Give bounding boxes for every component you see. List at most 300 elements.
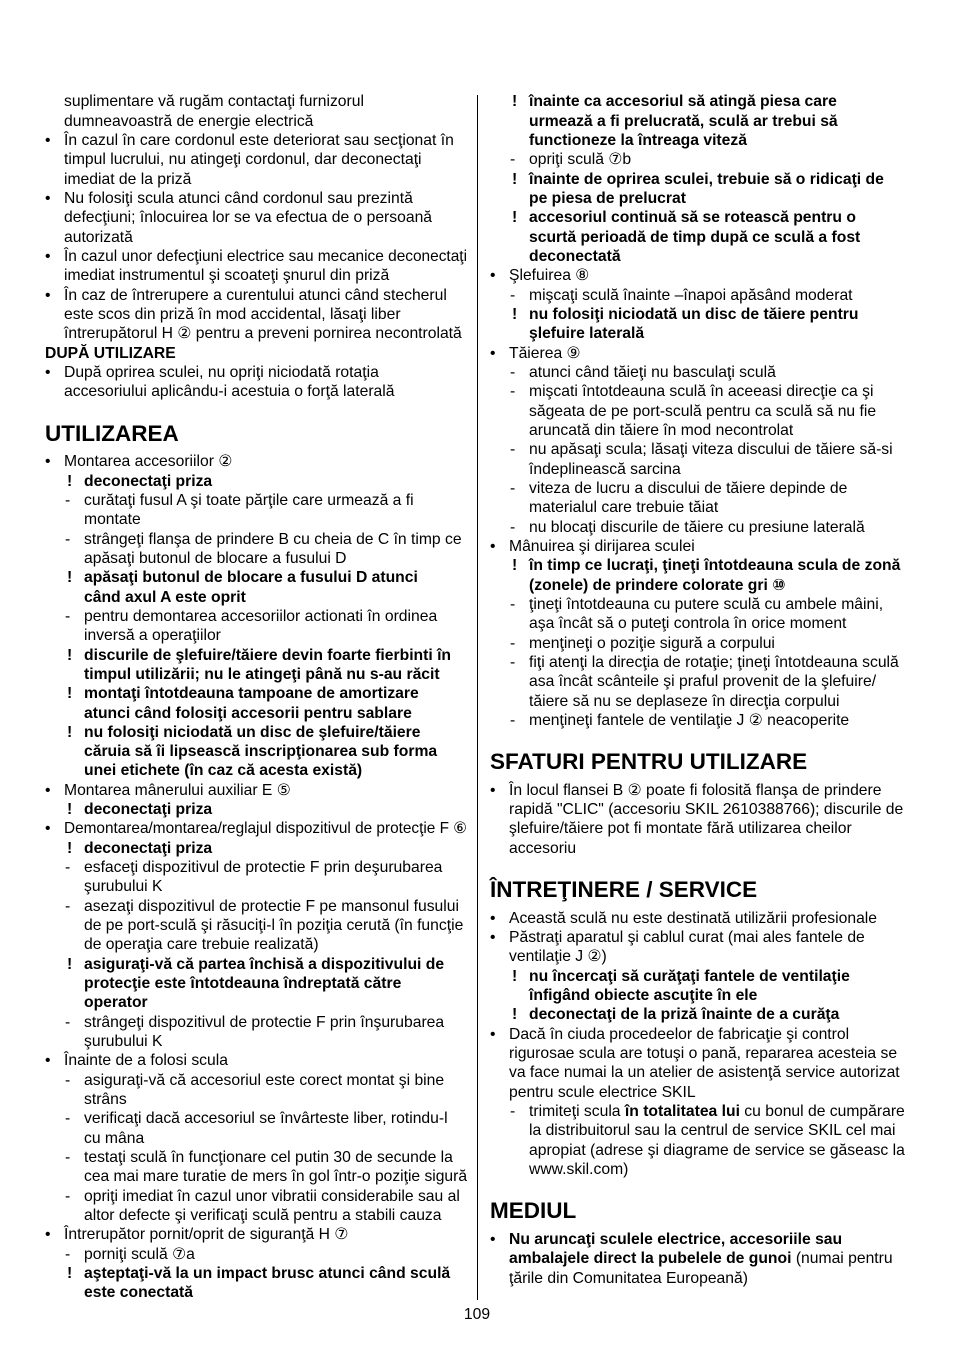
text-line <box>84 877 467 896</box>
warning-marker: ! <box>67 801 73 819</box>
dash-marker: - <box>510 151 516 169</box>
bullet-marker: • <box>45 820 51 838</box>
text-line <box>84 1090 467 1109</box>
dash-marker: - <box>510 286 516 304</box>
bullet-item <box>490 1025 914 1102</box>
line-text: www.skil.com) <box>529 1161 629 1179</box>
text-line <box>64 305 467 324</box>
dash-item <box>490 518 914 537</box>
text-line <box>84 993 467 1012</box>
text-line <box>529 1141 914 1160</box>
line-text: aruncată din tăiere în mod necontrolat <box>529 421 794 439</box>
text-line <box>84 858 467 877</box>
text-line <box>84 935 467 954</box>
line-text: şlefuire laterală <box>529 325 645 343</box>
dash-item <box>490 479 914 518</box>
text-line <box>529 92 914 111</box>
line-text: ţineţi întotdeauna cu putere sculă cu ambele mâini, <box>529 595 884 613</box>
line-text: tăiere să nu se deplaseze în direcţia corpului <box>529 692 840 710</box>
text-line <box>45 344 467 363</box>
line-text: va face numai la un atelier de asistenţă service autorizat <box>509 1064 900 1082</box>
text-line <box>64 781 467 800</box>
line-text: Şlefuirea ⑧ <box>509 267 590 285</box>
text-line <box>84 916 467 935</box>
warning-marker: ! <box>67 685 73 703</box>
warning-marker: ! <box>67 1265 73 1283</box>
left-column <box>45 92 467 1302</box>
bullet-marker: • <box>45 1052 51 1070</box>
text-line <box>529 498 914 517</box>
text-line <box>529 402 914 421</box>
warning-marker: ! <box>512 557 518 575</box>
dash-marker: - <box>65 1110 71 1128</box>
bullet-marker: • <box>490 929 496 947</box>
text-line <box>64 112 467 131</box>
line-text: porniţi sculă ⑦a <box>84 1245 195 1263</box>
line-text: În cazul în care cordonul este deteriorat sau secţionat în <box>64 131 454 149</box>
text-line <box>529 324 914 343</box>
dash-marker: - <box>510 441 516 459</box>
warning-item <box>45 684 467 723</box>
text-line <box>529 692 914 711</box>
text-line <box>509 947 914 966</box>
text-line <box>84 800 467 819</box>
bullet-item <box>45 1225 467 1244</box>
bullet-item <box>45 819 467 838</box>
line-text: strâns <box>84 1091 127 1109</box>
dash-item <box>45 1187 467 1226</box>
section-heading: MEDIUL <box>490 1198 577 1224</box>
dash-item <box>45 897 467 955</box>
line-text: şurubului K <box>84 1033 163 1051</box>
line-text: căruia să îi lipsească inscripţionarea sub forma <box>84 743 438 761</box>
warning-item <box>45 472 467 491</box>
line-text: operator <box>84 994 148 1012</box>
text-line <box>84 1264 467 1283</box>
text-line <box>529 382 914 401</box>
text-line <box>529 986 914 1005</box>
dash-marker: - <box>65 1149 71 1167</box>
line-text: curătaţi fusul A şi toate părţile care urmează a fi <box>84 491 414 509</box>
line-text: la distribuitorul sau la centrul de service SKIL cel mai <box>529 1122 896 1140</box>
text-line <box>529 518 914 537</box>
warning-item <box>45 1264 467 1303</box>
warning-marker: ! <box>67 569 73 587</box>
bullet-item <box>490 909 914 928</box>
text-line <box>84 549 467 568</box>
dash-marker: - <box>510 479 516 497</box>
line-text: ţările din Comunitatea Europeană) <box>509 1269 748 1287</box>
line-text: când axul A este oprit <box>84 588 246 606</box>
dash-item <box>490 653 914 711</box>
text-line <box>84 1129 467 1148</box>
line-text: nu folosiţi niciodată un disc de tăiere pentru <box>529 305 859 323</box>
text-line <box>509 909 914 928</box>
text-line <box>529 1005 914 1024</box>
text-line <box>509 1063 914 1082</box>
line-text <box>509 1249 893 1268</box>
line-text: şurubului K <box>84 878 163 896</box>
dash-marker: - <box>510 711 516 729</box>
text-line <box>84 723 467 742</box>
bullet-marker: • <box>490 344 496 362</box>
column-divider <box>477 95 478 1300</box>
text-line <box>84 955 467 974</box>
bullet-marker: • <box>490 1025 496 1043</box>
line-text: esfaceţi dispozitivul de protectie F prin deşurubarea <box>84 859 443 877</box>
text-line <box>84 1109 467 1128</box>
section-heading: SFATURI PENTRU UTILIZARE <box>490 749 808 775</box>
bullet-marker: • <box>45 453 51 471</box>
bullet-item <box>45 452 467 471</box>
dash-item <box>490 595 914 634</box>
line-text: Păstraţi aparatul şi cablul curat (mai ales fantele de <box>509 929 865 947</box>
text-line <box>509 839 914 858</box>
line-text: accesoriul continuă să se rotească pentru o <box>529 209 856 227</box>
bold-text: Nu aruncaţi sculele electrice, accesoriile sau <box>509 1231 843 1249</box>
line-text: aşa încât să o puteţi controla în orice moment <box>529 615 847 633</box>
line-text: timpul utilizării; nu le atingeţi până nu s-au răcit <box>84 665 440 683</box>
text-line <box>84 1206 467 1225</box>
text-line <box>509 1249 914 1268</box>
bullet-marker: • <box>490 909 496 927</box>
warning-item <box>45 839 467 858</box>
dash-item <box>45 491 467 530</box>
line-text: săgeata de pe port-sculă pentru ca sculă să nu fie <box>529 402 877 420</box>
bullet-marker: • <box>45 286 51 304</box>
text-line <box>509 1083 914 1102</box>
dash-marker: - <box>510 634 516 652</box>
line-text: Această sculă nu este destinată utilizării profesionale <box>509 909 877 927</box>
section-heading: ÎNTREŢINERE / SERVICE <box>490 877 758 903</box>
text-line <box>509 1230 914 1249</box>
line-text: În cazul unor defecţiuni electrice sau mecanice deconectaţi <box>64 247 468 265</box>
text-line <box>529 479 914 498</box>
line-text: înainte de oprirea sculei, trebuie să o ridicaţi de <box>529 170 884 188</box>
warning-marker: ! <box>67 955 73 973</box>
right-column <box>490 92 914 1288</box>
text-line <box>84 607 467 626</box>
dash-item <box>490 1102 914 1179</box>
line-text: rigurosae scula are totuşi o pană, repararea acesteia se <box>509 1045 898 1063</box>
text-line <box>529 1160 914 1179</box>
dash-marker: - <box>65 491 71 509</box>
text-line <box>529 150 914 169</box>
continuation-text <box>45 92 467 131</box>
bullet-item <box>45 189 467 247</box>
text-line <box>509 1044 914 1063</box>
page-number: 109 <box>463 1306 491 1323</box>
line-text: nu blocaţi discurile de tăiere cu presiune laterală <box>529 518 865 536</box>
text-line <box>84 646 467 665</box>
bullet-item <box>45 247 467 286</box>
dash-marker: - <box>510 595 516 613</box>
bullet-item <box>45 1051 467 1070</box>
bullet-marker: • <box>490 781 496 799</box>
line-text: verificaţi dacă accesoriul se învârteste liber, rotindu-l <box>84 1110 448 1128</box>
warning-marker: ! <box>512 93 518 111</box>
dash-item <box>490 363 914 382</box>
line-text: mişcati întotdeauna sculă în aceeasi direcţie ca şi <box>529 383 874 401</box>
warning-marker: ! <box>512 1006 518 1024</box>
text-run: (numai pentru <box>791 1250 893 1268</box>
text-line <box>84 530 467 549</box>
line-text: În caz de întrerupere a curentului atunci când stecherul <box>64 286 447 304</box>
bullet-item <box>45 286 467 344</box>
warning-item <box>490 170 914 209</box>
line-text: asezaţi dispozitivul de protectie F pe mansonul fusului <box>84 897 459 915</box>
text-line <box>64 170 467 189</box>
text-line <box>529 653 914 672</box>
dash-item <box>45 1071 467 1110</box>
text-line <box>529 247 914 266</box>
line-text: mişcaţi sculă înainte –înapoi apăsând moderat <box>529 286 853 304</box>
text-line <box>84 510 467 529</box>
warning-item <box>490 208 914 266</box>
line-text: Demontarea/montarea/reglajul dispozitivul de protecţie F ⑥ <box>64 820 468 838</box>
text-line <box>64 382 467 401</box>
warning-item <box>45 646 467 685</box>
bullet-item <box>490 537 914 556</box>
bullet-item <box>490 266 914 285</box>
dash-item <box>45 1148 467 1187</box>
line-text: nu încercaţi să curăţaţi fantele de ventilaţie <box>529 967 850 985</box>
line-text: montaţi întotdeauna tampoane de amortizare <box>84 685 419 703</box>
line-text: apăsaţi butonul de blocare a fusului D <box>84 549 347 567</box>
line-text: Tăierea ⑨ <box>509 344 581 362</box>
bold-text: ambalajele direct la pubelele de gunoi <box>509 1250 792 1268</box>
line-text: ventilaţie J ②) <box>509 948 607 966</box>
line-text: Întrerupător pornit/oprit de siguranţă H ⑦ <box>64 1226 349 1244</box>
text-line <box>529 305 914 324</box>
bullet-marker: • <box>45 363 51 381</box>
line-text <box>529 1102 905 1121</box>
line-text: nu folosiţi niciodată un disc de şlefuire/tăiere <box>84 723 421 741</box>
line-text: şlefuire/tăiere pot fi montate fără utilizarea cheilor <box>509 820 852 838</box>
line-text: pentru demontarea accesoriilor actionati în ordinea <box>84 607 438 625</box>
line-text: asa încât scânteile şi praful provenit de la şlefuire/ <box>529 673 877 691</box>
line-text: Dacă în ciuda procedeelor de fabricaţie şi control <box>509 1025 850 1043</box>
line-text: materialul care trebuie tăiat <box>529 499 719 517</box>
line-text: opriţi sculă ⑦b <box>529 151 632 169</box>
line-text: deconectaţi priza <box>84 801 213 819</box>
line-text: imediat de la priză <box>64 170 192 188</box>
text-line <box>64 247 467 266</box>
text-line <box>529 189 914 208</box>
line-text: strângeţi flanşa de prindere B cu cheia de C în timp ce <box>84 530 462 548</box>
line-text: unei etichete (în caz că acesta există) <box>84 762 363 780</box>
text-line <box>529 208 914 227</box>
text-line <box>529 634 914 653</box>
warning-item <box>45 800 467 819</box>
line-text: fiţi atenţi la direcţia de rotaţie; ţineţi întotdeauna sculă <box>529 653 899 671</box>
line-text: Mânuirea şi dirijarea sculei <box>509 537 695 555</box>
bullet-item <box>45 131 467 189</box>
section-heading: UTILIZAREA <box>45 420 179 446</box>
dash-marker: - <box>65 1245 71 1263</box>
bullet-marker: • <box>45 189 51 207</box>
dash-item <box>490 634 914 653</box>
line-text: imediat instrumentul şi scoateţi şnurul din priză <box>64 267 390 285</box>
line-text: testaţi sculă în funcţionare cel putin 30 de secunde la <box>84 1149 453 1167</box>
line-text: aşteptaţi-vă la un impact brusc atunci când sculă <box>84 1265 451 1283</box>
line-text: înfigând obiecte ascuţite în ele <box>529 987 758 1005</box>
bullet-marker: • <box>45 781 51 799</box>
line-text: montate <box>84 511 141 529</box>
line-text: suplimentare vă rugăm contactaţi furnizorul <box>64 93 364 111</box>
line-text: accesoriu <box>509 839 577 857</box>
warning-marker: ! <box>512 170 518 188</box>
subheading-label <box>45 344 467 363</box>
bullet-item <box>490 928 914 967</box>
warning-item <box>45 568 467 607</box>
text-line <box>64 1225 467 1244</box>
line-text: de operaţia care trebuie realizată) <box>84 936 319 954</box>
line-text: deconectaţi priza <box>84 839 213 857</box>
bullet-marker: • <box>490 267 496 285</box>
dash-item <box>490 711 914 730</box>
text-line <box>509 928 914 947</box>
line-text: cu mâna <box>84 1129 145 1147</box>
dash-item <box>45 1245 467 1264</box>
text-line <box>84 974 467 993</box>
text-line <box>64 452 467 471</box>
dash-marker: - <box>65 1071 71 1089</box>
dash-item <box>45 607 467 646</box>
line-text: atunci când tăieţi nu basculaţi sculă <box>529 363 776 381</box>
bullet-marker: • <box>45 247 51 265</box>
warning-item <box>490 92 914 150</box>
line-text: de pe port-sculă şi răsuciţi-l în poziţia cerută (în funcţie <box>84 917 464 935</box>
warning-item <box>490 305 914 344</box>
line-text: inversă a operaţiilor <box>84 627 221 645</box>
text-line <box>529 363 914 382</box>
text-line <box>529 170 914 189</box>
line-text: cea mai mare turatie de mers în gol într-o poziţie sigură <box>84 1168 468 1186</box>
line-text: DUPĂ UTILIZARE <box>45 344 176 362</box>
line-text: apăsaţi butonul de blocare a fusului D atunci <box>84 569 418 587</box>
text-line <box>84 897 467 916</box>
text-line <box>84 568 467 587</box>
text-line <box>84 704 467 723</box>
warning-item <box>490 556 914 595</box>
bullet-item <box>490 781 914 858</box>
text-line <box>84 491 467 510</box>
text-line <box>64 92 467 111</box>
line-text: în timp ce lucraţi, ţineţi întotdeauna scula de zonă <box>529 557 901 575</box>
dash-item <box>45 530 467 569</box>
line-text: Înainte de a folosi scula <box>64 1052 228 1070</box>
line-text: scurtă perioadă de timp după ce sculă a fost <box>529 228 861 246</box>
text-line <box>84 1187 467 1206</box>
warning-marker: ! <box>67 472 73 490</box>
text-line <box>64 1051 467 1070</box>
bullet-item <box>490 1230 914 1288</box>
text-line <box>529 614 914 633</box>
line-text: dumneavoastră de energie electrică <box>64 112 314 130</box>
text-line <box>529 1121 914 1140</box>
text-line <box>509 800 914 819</box>
dash-marker: - <box>65 607 71 625</box>
line-text: este scos din priză în mod accidental, lăsaţi liber <box>64 305 401 323</box>
text-line <box>84 1283 467 1302</box>
line-text: este conectată <box>84 1284 193 1302</box>
text-line <box>64 208 467 227</box>
line-text: întrerupătorul H ② pentru a preveni pornirea necontrolată <box>64 325 462 343</box>
text-line <box>84 684 467 703</box>
text-run: cu bonul de cumpărare <box>739 1103 905 1121</box>
text-line <box>84 1013 467 1032</box>
text-line <box>509 266 914 285</box>
warning-marker: ! <box>67 646 73 664</box>
text-line <box>64 286 467 305</box>
line-text: timpul lucrului, nu atingeţi cordonul, dar deconectaţi <box>64 151 422 169</box>
text-line <box>529 711 914 730</box>
dash-marker: - <box>510 1103 516 1121</box>
text-line <box>84 665 467 684</box>
line-text: apropiat (adrese şi diagrame de service se găseasc la <box>529 1141 905 1159</box>
dash-item <box>45 1109 467 1148</box>
dash-item <box>490 286 914 305</box>
text-line <box>529 421 914 440</box>
line-text: autorizată <box>64 228 133 246</box>
bullet-item <box>490 344 914 363</box>
line-text: defecţiuni; înlocuirea lor se va efectua de o persoană <box>64 209 433 227</box>
text-line <box>529 672 914 691</box>
line-text: altor defecte şi verificaţi sculă pentru a stabili cauza <box>84 1207 442 1225</box>
text-run: trimiteţi scula <box>529 1103 625 1121</box>
bullet-item <box>45 363 467 402</box>
line-text: pe piesa de prelucrat <box>529 189 686 207</box>
text-line <box>64 266 467 285</box>
text-line <box>529 112 914 131</box>
dash-item <box>45 858 467 897</box>
text-line <box>529 556 914 575</box>
text-line <box>64 228 467 247</box>
dash-marker: - <box>65 1013 71 1031</box>
text-line <box>529 228 914 247</box>
text-line <box>509 1269 914 1288</box>
text-line <box>64 324 467 343</box>
line-text: menţineţi o poziţie sigură a corpului <box>529 634 775 652</box>
dash-item <box>490 150 914 169</box>
line-text: rapidă "CLIC" (accesoriu SKIL 2610388766); discurile de <box>509 801 904 819</box>
line-text: protecţie este întotdeauna îndreptată către <box>84 975 402 993</box>
bullet-marker: • <box>490 1231 496 1249</box>
text-line <box>84 761 467 780</box>
text-line <box>509 537 914 556</box>
line-text: Montarea mânerului auxiliar E ⑤ <box>64 781 291 799</box>
line-text: pentru scule electrice SKIL <box>509 1083 696 1101</box>
warning-marker: ! <box>512 967 518 985</box>
warning-item <box>45 723 467 781</box>
text-line <box>64 363 467 382</box>
text-line <box>529 460 914 479</box>
line-text: atunci când folosiţi accesorii pentru sablare <box>84 704 412 722</box>
line-text: strângeţi dispozitivul de protectie F prin înşurubarea <box>84 1013 445 1031</box>
text-line <box>84 1245 467 1264</box>
text-line <box>84 839 467 858</box>
dash-marker: - <box>510 363 516 381</box>
text-line <box>529 440 914 459</box>
bullet-marker: • <box>490 537 496 555</box>
text-line <box>64 189 467 208</box>
line-text: îndeplinească sarcina <box>529 460 681 478</box>
text-line <box>84 1148 467 1167</box>
line-text: discurile de şlefuire/tăiere devin foarte fierbinti în <box>84 646 452 664</box>
text-line <box>64 819 467 838</box>
line-text: deconectată <box>529 247 621 265</box>
